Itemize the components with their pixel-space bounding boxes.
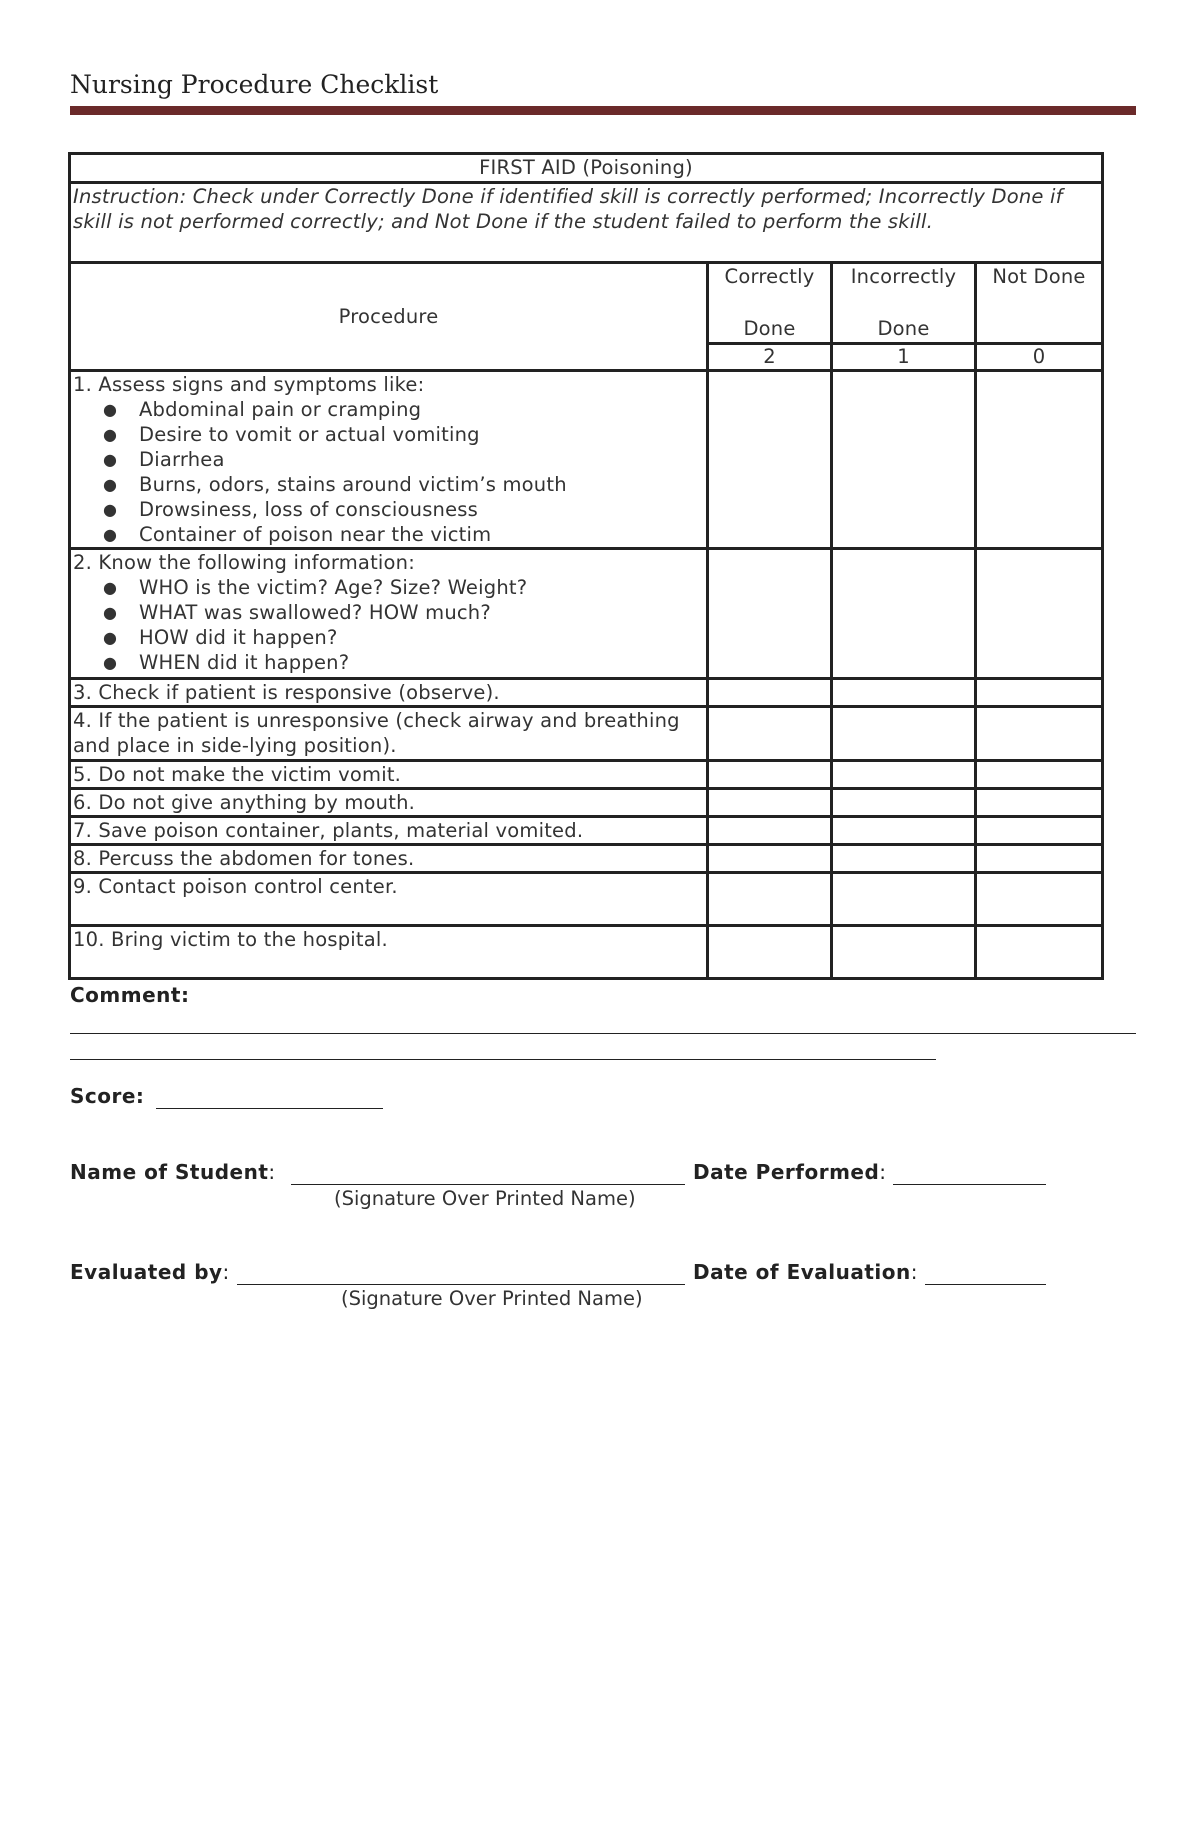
column-header-label: Done [877,317,930,340]
comment-line[interactable] [70,1059,936,1060]
procedure-text: 8. Percuss the abdomen for tones. [70,845,708,873]
column-header-correctly-done [708,263,832,344]
table-row [70,371,1103,549]
table-row [70,789,1103,817]
check-cell-not-done[interactable] [976,873,1103,926]
student-name-row [70,1160,276,1184]
student-name-label: Name of Student [70,1160,269,1184]
procedure-header: Procedure [70,263,708,371]
list-item: ● HOW did it happen? [103,626,338,649]
check-cell-incorrectly-done[interactable] [832,926,976,979]
instruction-text: Instruction: Check under Correctly Done if identified skill is correctly performed; Incorrectly Done if skill is not performed correctly; and Not Done if the student failed to perform the skill. [70,183,1103,263]
column-header-label: Correctly [724,265,815,288]
check-cell-correctly-done[interactable] [708,873,832,926]
table-row [70,679,1103,707]
list-item: ● Drowsiness, loss of consciousness [103,498,479,521]
table-row [70,817,1103,845]
table-row [70,926,1103,979]
list-item: ● WHO is the victim? Age? Size? Weight? [103,576,528,599]
check-cell-correctly-done[interactable] [708,707,832,761]
check-cell-incorrectly-done[interactable] [832,371,976,549]
check-cell-correctly-done[interactable] [708,817,832,845]
check-cell-incorrectly-done[interactable] [832,789,976,817]
list-item: ● WHEN did it happen? [103,651,350,674]
procedure-text: 2. Know the following information: [73,551,416,574]
check-cell-correctly-done[interactable] [708,926,832,979]
check-cell-incorrectly-done[interactable] [832,679,976,707]
evaluated-by-label: Evaluated by [70,1260,223,1284]
comment-line[interactable] [70,1033,1136,1034]
procedure-text: 7. Save poison container, plants, material vomited. [70,817,708,845]
column-header-label: Done [743,317,796,340]
check-cell-not-done[interactable] [976,761,1103,789]
check-cell-correctly-done[interactable] [708,679,832,707]
signature-caption: (Signature Over Printed Name) [334,1187,636,1210]
evaluated-by-row [70,1260,230,1284]
check-cell-incorrectly-done[interactable] [832,817,976,845]
check-cell-correctly-done[interactable] [708,761,832,789]
score-label: Score: [70,1084,145,1108]
score-value: 1 [832,344,976,371]
check-cell-correctly-done[interactable] [708,789,832,817]
check-cell-incorrectly-done[interactable] [832,873,976,926]
list-item: ● Abdominal pain or cramping [103,398,422,421]
procedure-text: 3. Check if patient is responsive (observe). [70,679,708,707]
bullet-list [73,397,704,547]
procedure-text: 6. Do not give anything by mouth. [70,789,708,817]
check-cell-not-done[interactable] [976,549,1103,679]
date-performed-line[interactable] [893,1184,1046,1185]
date-evaluation-line[interactable] [925,1284,1046,1285]
table-title: FIRST AID (Poisoning) [70,154,1103,183]
list-item: ● Burns, odors, stains around victim’s mouth [103,473,567,496]
header-divider [70,106,1136,115]
student-name-line[interactable] [291,1184,685,1185]
procedure-text: 9. Contact poison control center. [70,873,708,926]
check-cell-not-done[interactable] [976,926,1103,979]
check-cell-incorrectly-done[interactable] [832,761,976,789]
table-row [70,845,1103,873]
evaluated-by-line[interactable] [237,1284,685,1285]
date-evaluation-colon: : [910,1260,919,1284]
score-value: 0 [976,344,1103,371]
signature-caption: (Signature Over Printed Name) [341,1287,643,1310]
date-performed-label: Date Performed [693,1160,880,1184]
list-item: ● Diarrhea [103,448,225,471]
procedure-cell [70,549,708,679]
check-cell-not-done[interactable] [976,845,1103,873]
list-item: ● WHAT was swallowed? HOW much? [103,601,491,624]
column-header-label: Not Done [992,265,1086,288]
procedure-text: 4. If the patient is unresponsive (check airway and breathing and place in side-lying position). [70,707,708,761]
table-row [70,761,1103,789]
score-value: 2 [708,344,832,371]
page-title: Nursing Procedure Checklist [70,70,439,99]
table-row [70,549,1103,679]
check-cell-not-done[interactable] [976,707,1103,761]
date-evaluation-label: Date of Evaluation [693,1260,911,1284]
column-header-not-done [976,263,1103,344]
checklist-table [68,152,1104,980]
check-cell-not-done[interactable] [976,679,1103,707]
check-cell-incorrectly-done[interactable] [832,707,976,761]
procedure-text: 1. Assess signs and symptoms like: [73,373,425,396]
table-row [70,707,1103,761]
check-cell-not-done[interactable] [976,789,1103,817]
check-cell-not-done[interactable] [976,817,1103,845]
date-performed-colon: : [879,1160,887,1184]
check-cell-correctly-done[interactable] [708,371,832,549]
procedure-text: 10. Bring victim to the hospital. [70,926,708,979]
bullet-list [73,575,704,675]
table-row [70,873,1103,926]
check-cell-correctly-done[interactable] [708,549,832,679]
check-cell-correctly-done[interactable] [708,845,832,873]
evaluated-by-colon: : [222,1260,230,1284]
list-item: ● Desire to vomit or actual vomiting [103,423,480,446]
procedure-text: 5. Do not make the victim vomit. [70,761,708,789]
check-cell-incorrectly-done[interactable] [832,845,976,873]
check-cell-not-done[interactable] [976,371,1103,549]
column-header-incorrectly-done [832,263,976,344]
comment-label: Comment: [70,983,190,1007]
score-line[interactable] [156,1108,383,1109]
list-item: ● Container of poison near the victim [103,523,492,546]
procedure-cell [70,371,708,549]
student-name-colon: : [268,1160,276,1184]
date-evaluation-row [693,1260,918,1284]
check-cell-incorrectly-done[interactable] [832,549,976,679]
date-performed-row [693,1160,887,1184]
column-header-label: Incorrectly [850,265,957,288]
